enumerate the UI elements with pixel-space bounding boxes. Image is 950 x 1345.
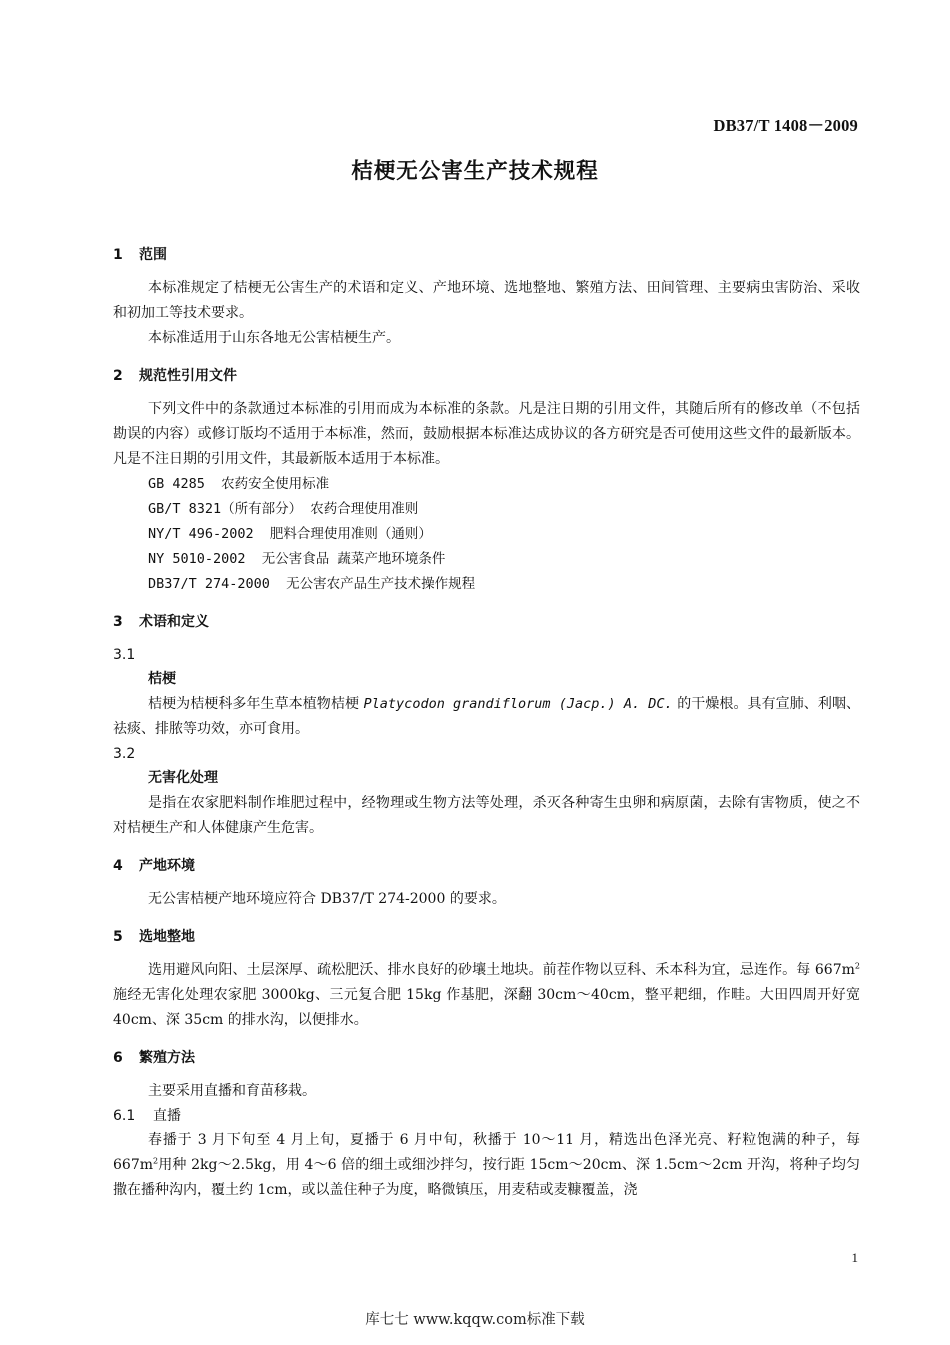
paragraph: 选用避风向阳、土层深厚、疏松肥沃、排水良好的砂壤土地块。前茬作物以豆科、禾本科为宜，忌连作。每 $667m^2$施经无害化处理农家肥 3000kg、三元复合肥 15kg 作基肥，深翻 30cm～40cm，整平耙细，作畦。大田四周开好宽 40cm、深 35cm 的排水沟，以便排水。 [113, 961, 860, 1028]
page-number: 1 [851, 1250, 858, 1265]
section-number: 6 [113, 1050, 123, 1066]
section-number: 1 [113, 247, 123, 263]
paragraph: 本标准规定了桔梗无公害生产的术语和定义、产地环境、选地整地、繁殖方法、田间管理、主要病虫害防治、采收和初加工等技术要求。 [113, 280, 860, 321]
section-heading-site-preparation [113, 924, 860, 950]
paragraph: 本标准适用于山东各地无公害桔梗生产。 [148, 330, 400, 346]
subsection-number: 3.2 [113, 746, 136, 762]
section-heading-propagation [113, 1045, 860, 1071]
footer-watermark: 库七七 www.kqqw.com标准下载 [365, 1312, 585, 1328]
section-title: 选地整地 [139, 929, 195, 945]
reference-item: GB 4285 农药安全使用标准 [148, 476, 330, 492]
term-title: 无害化处理 [148, 770, 218, 786]
subsection-heading-direct-sowing [113, 1104, 860, 1128]
section-number: 5 [113, 929, 123, 945]
document-body [113, 230, 860, 1203]
section-title: 产地环境 [139, 858, 195, 874]
term-definition: 桔梗为桔梗科多年生草本植物桔梗 Platycodon grandiflorum (Jacp.) A. DC. 的干燥根。具有宣肺、利咽、祛痰、排脓等功效，亦可食用。 [113, 696, 861, 737]
reference-item: NY 5010-2002 无公害食品 蔬菜产地环境条件 [148, 551, 446, 567]
superscript: 2 [153, 1156, 159, 1166]
document-title: 桔梗无公害生产技术规程 [351, 159, 599, 184]
paragraph: 春播于 3 月下旬至 4 月上旬，夏播于 6 月中旬，秋播于 10～11 月，精选出色泽光亮、籽粒饱满的种子，每 $667m^2$用种 2kg～2.5kg，用 4～6 倍的细土或细沙拌匀，按行距 15cm～20cm、深 1.5cm～2cm 开沟，将种子均匀撒在播种沟内，覆土约 1cm，或以盖住种子为度，略微镇压，用麦秸或麦糠覆盖，浇 [113, 1132, 860, 1198]
superscript: 2 [854, 961, 860, 971]
section-number: 2 [113, 368, 123, 384]
term-definition: 是指在农家肥料制作堆肥过程中，经物理或生物方法等处理，杀灭各种寄生虫卵和病原菌，去除有害物质，使之不对桔梗生产和人体健康产生危害。 [113, 795, 860, 836]
section-heading-scope [113, 242, 860, 268]
paragraph: 下列文件中的条款通过本标准的引用而成为本标准的条款。凡是注日期的引用文件，其随后所有的修改单（不包括勘误的内容）或修订版均不适用于本标准，然而，鼓励根据本标准达成协议的各方研究是否可使用这些文件的最新版本。凡是不注日期的引用文件，其最新版本适用于本标准。 [113, 401, 860, 467]
section-title: 范围 [139, 247, 167, 263]
standard-code: DB37/T 1408－2009 [713, 116, 858, 135]
section-title: 术语和定义 [139, 614, 209, 630]
section-heading-normative-references [113, 363, 860, 389]
latin-name: Platycodon grandiflorum (Jacp.) A. DC. [363, 696, 673, 712]
section-number: 4 [113, 858, 123, 874]
section-title: 繁殖方法 [139, 1050, 195, 1066]
subsection-number: 3.1 [113, 647, 136, 663]
reference-item: NY/T 496-2002 肥料合理使用准则（通则） [148, 526, 432, 542]
term-title: 桔梗 [148, 671, 176, 687]
reference-item: GB/T 8321（所有部分） 农药合理使用准则 [148, 501, 419, 517]
section-heading-environment [113, 853, 860, 879]
section-heading-terms [113, 609, 860, 635]
section-number: 3 [113, 614, 123, 630]
paragraph: 主要采用直播和育苗移栽。 [148, 1083, 316, 1099]
reference-item: DB37/T 274-2000 无公害农产品生产技术操作规程 [148, 576, 476, 592]
subsection-number: 6.1 [113, 1108, 136, 1124]
subsection-title: 直播 [153, 1108, 181, 1124]
section-title: 规范性引用文件 [139, 368, 237, 384]
paragraph: 无公害桔梗产地环境应符合 DB37/T 274-2000 的要求。 [148, 891, 506, 907]
